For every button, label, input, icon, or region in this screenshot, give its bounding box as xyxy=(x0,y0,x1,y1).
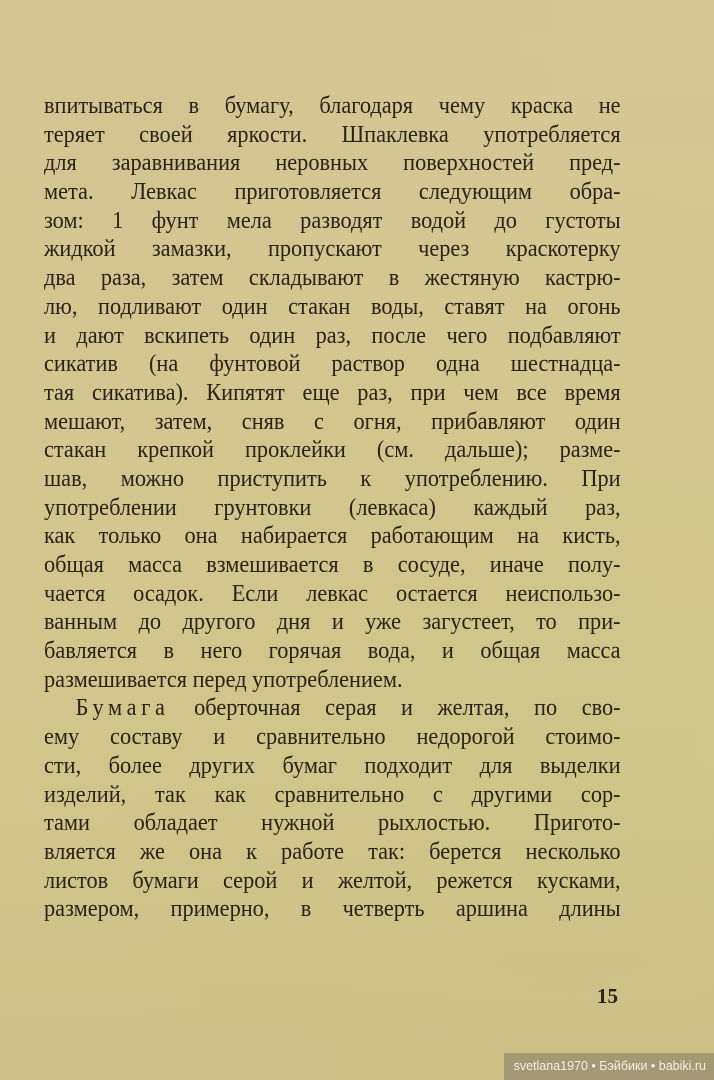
text-line: зом: 1 фунт мела разводят водой до густоты xyxy=(44,207,621,234)
text-line: общая масса взмешивается в сосуде, иначе полу- xyxy=(44,552,621,578)
text-line: шав, можно приступить к употреблению. При xyxy=(44,465,621,492)
text-line: чается осадок. Если левкас остается неиспользо- xyxy=(44,580,621,607)
text-line: бавляется в него горячая вода, и общая масса xyxy=(44,638,621,665)
watermark: svetlana1970 • Бэйбики • babiki.ru xyxy=(504,1053,714,1080)
text-line: для заравнивания неровных поверхностей пред- xyxy=(44,150,621,177)
text-line: впитываться в бумагу, благодаря чему краска не xyxy=(44,93,621,119)
text-line: вляется же она к работе так: берется несколько xyxy=(44,838,621,865)
text-line: употреблении грунтовки (левкаса) каждый раз, xyxy=(44,494,621,521)
first-line-rest: оберточная серая и желтая, по сво- xyxy=(194,695,621,722)
text-line: листов бумаги серой и желтой, режется кусками, xyxy=(44,867,621,894)
text-line: размешивается перед употреблением. xyxy=(44,666,403,693)
page-number: 15 xyxy=(597,984,618,1008)
text-line: изделий, так как сравнительно с другими сор- xyxy=(44,781,621,808)
text-line: жидкой замазки, пропускают через краскотерку xyxy=(44,236,621,263)
text-line: мета. Левкас приготовляется следующим обра- xyxy=(44,179,621,206)
text-line: теряет своей яркости. Шпаклевка употребляется xyxy=(44,121,621,148)
paragraph-1 xyxy=(44,92,621,694)
text-line: тая сикатива). Кипятят еще раз, при чем все время xyxy=(44,379,621,406)
text-line: два раза, затем складывают в жестяную кастрю- xyxy=(44,265,621,292)
text-line: мешают, затем, сняв с огня, прибавляют один xyxy=(44,408,621,435)
text-line: сикатив (на фунтовой раствор одна шестнадца- xyxy=(44,351,621,378)
text-line: сти, более других бумаг подходит для выделки xyxy=(44,752,621,779)
body-text xyxy=(44,92,621,924)
text-line-first xyxy=(44,694,621,723)
text-line: размером, примерно, в четверть аршина длины xyxy=(44,896,621,923)
paragraph-2 xyxy=(44,694,621,924)
text-line: ванным до другого дня и уже загустеет, то при- xyxy=(44,609,621,636)
text-line: как только она набирается работающим на кисть, xyxy=(44,523,621,550)
text-line: лю, подливают один стакан воды, ставят на огонь xyxy=(44,293,621,320)
text-line: стакан крепкой проклейки (см. дальше); разме- xyxy=(44,437,621,464)
spaced-lead-word: Бумага xyxy=(75,695,170,722)
text-line: ему составу и сравнительно недорогой стоимо- xyxy=(44,724,621,751)
text-line: тами обладает нужной рыхлостью. Пригото- xyxy=(44,810,621,837)
text-line: и дают вскипеть один раз, после чего подбавляют xyxy=(44,322,621,349)
